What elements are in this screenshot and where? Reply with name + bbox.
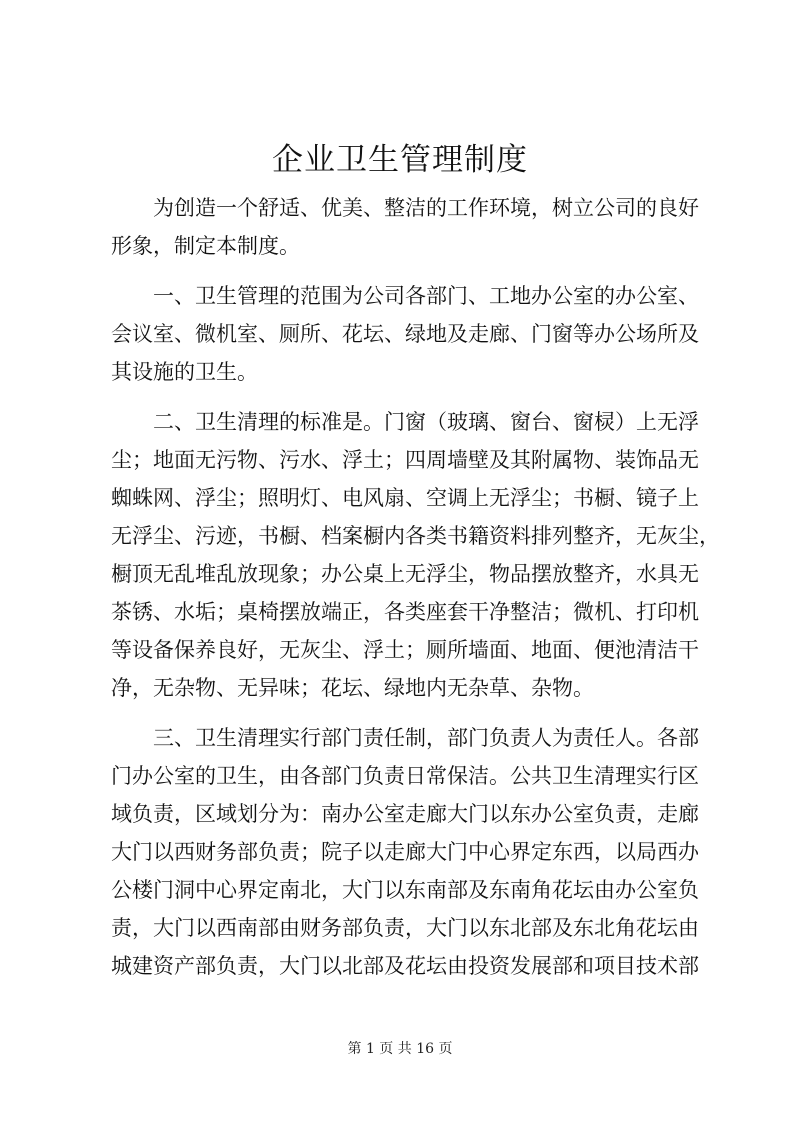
text-line: 茶锈、水垢；桌椅摆放端正，各类座套干净整洁；微机、打印机	[111, 600, 699, 624]
text-line: 蜘蛛网、浮尘；照明灯、电风扇、空调上无浮尘；书橱、镜子上	[111, 486, 699, 510]
paragraph-responsibility	[111, 719, 699, 985]
text-line: 会议室、微机室、厕所、花坛、绿地及走廊、门窗等办公场所及	[111, 322, 699, 346]
text-line: 城建资产部负责，大门以北部及花坛由投资发展部和项目技术部	[111, 954, 699, 978]
document-title: 企业卫生管理制度	[272, 142, 528, 178]
paragraph-scope	[111, 277, 699, 391]
text-line: 一、卫生管理的范围为公司各部门、工地办公室的办公室、	[153, 284, 699, 308]
text-line: 为创造一个舒适、优美、整洁的工作环境，树立公司的良好	[153, 196, 699, 220]
text-line: 无浮尘、污迹，书橱、档案橱内各类书籍资料排列整齐，无灰尘，	[111, 524, 720, 548]
text-line: 其设施的卫生。	[111, 360, 258, 384]
text-line: 尘；地面无污物、污水、浮土；四周墙壁及其附属物、装饰品无	[111, 448, 699, 472]
text-line: 公楼门洞中心界定南北，大门以东南部及东南角花坛由办公室负	[111, 878, 699, 902]
text-line: 等设备保养良好，无灰尘、浮土；厕所墙面、地面、便池清洁干	[111, 638, 699, 662]
text-line: 域负责，区域划分为：南办公室走廊大门以东办公室负责，走廊	[111, 802, 699, 826]
text-line: 大门以西财务部负责；院子以走廊大门中心界定东西，以局西办	[111, 840, 699, 864]
document-body	[111, 189, 720, 985]
page-footer: 第 1 页 共 16 页	[347, 1041, 453, 1057]
text-line: 二、卫生清理的标准是。门窗（玻璃、窗台、窗棂）上无浮	[153, 410, 699, 434]
text-line: 净，无杂物、无异味；花坛、绿地内无杂草、杂物。	[111, 676, 594, 700]
paragraph-standards	[111, 403, 720, 707]
text-line: 三、卫生清理实行部门责任制，部门负责人为责任人。各部	[153, 726, 699, 750]
paragraph-intro	[111, 189, 699, 265]
text-line: 橱顶无乱堆乱放现象；办公桌上无浮尘，物品摆放整齐，水具无	[111, 562, 699, 586]
text-line: 责，大门以西南部由财务部负责，大门以东北部及东北角花坛由	[111, 916, 699, 940]
text-line: 形象，制定本制度。	[111, 234, 300, 258]
text-line: 门办公室的卫生，由各部门负责日常保洁。公共卫生清理实行区	[111, 764, 699, 788]
